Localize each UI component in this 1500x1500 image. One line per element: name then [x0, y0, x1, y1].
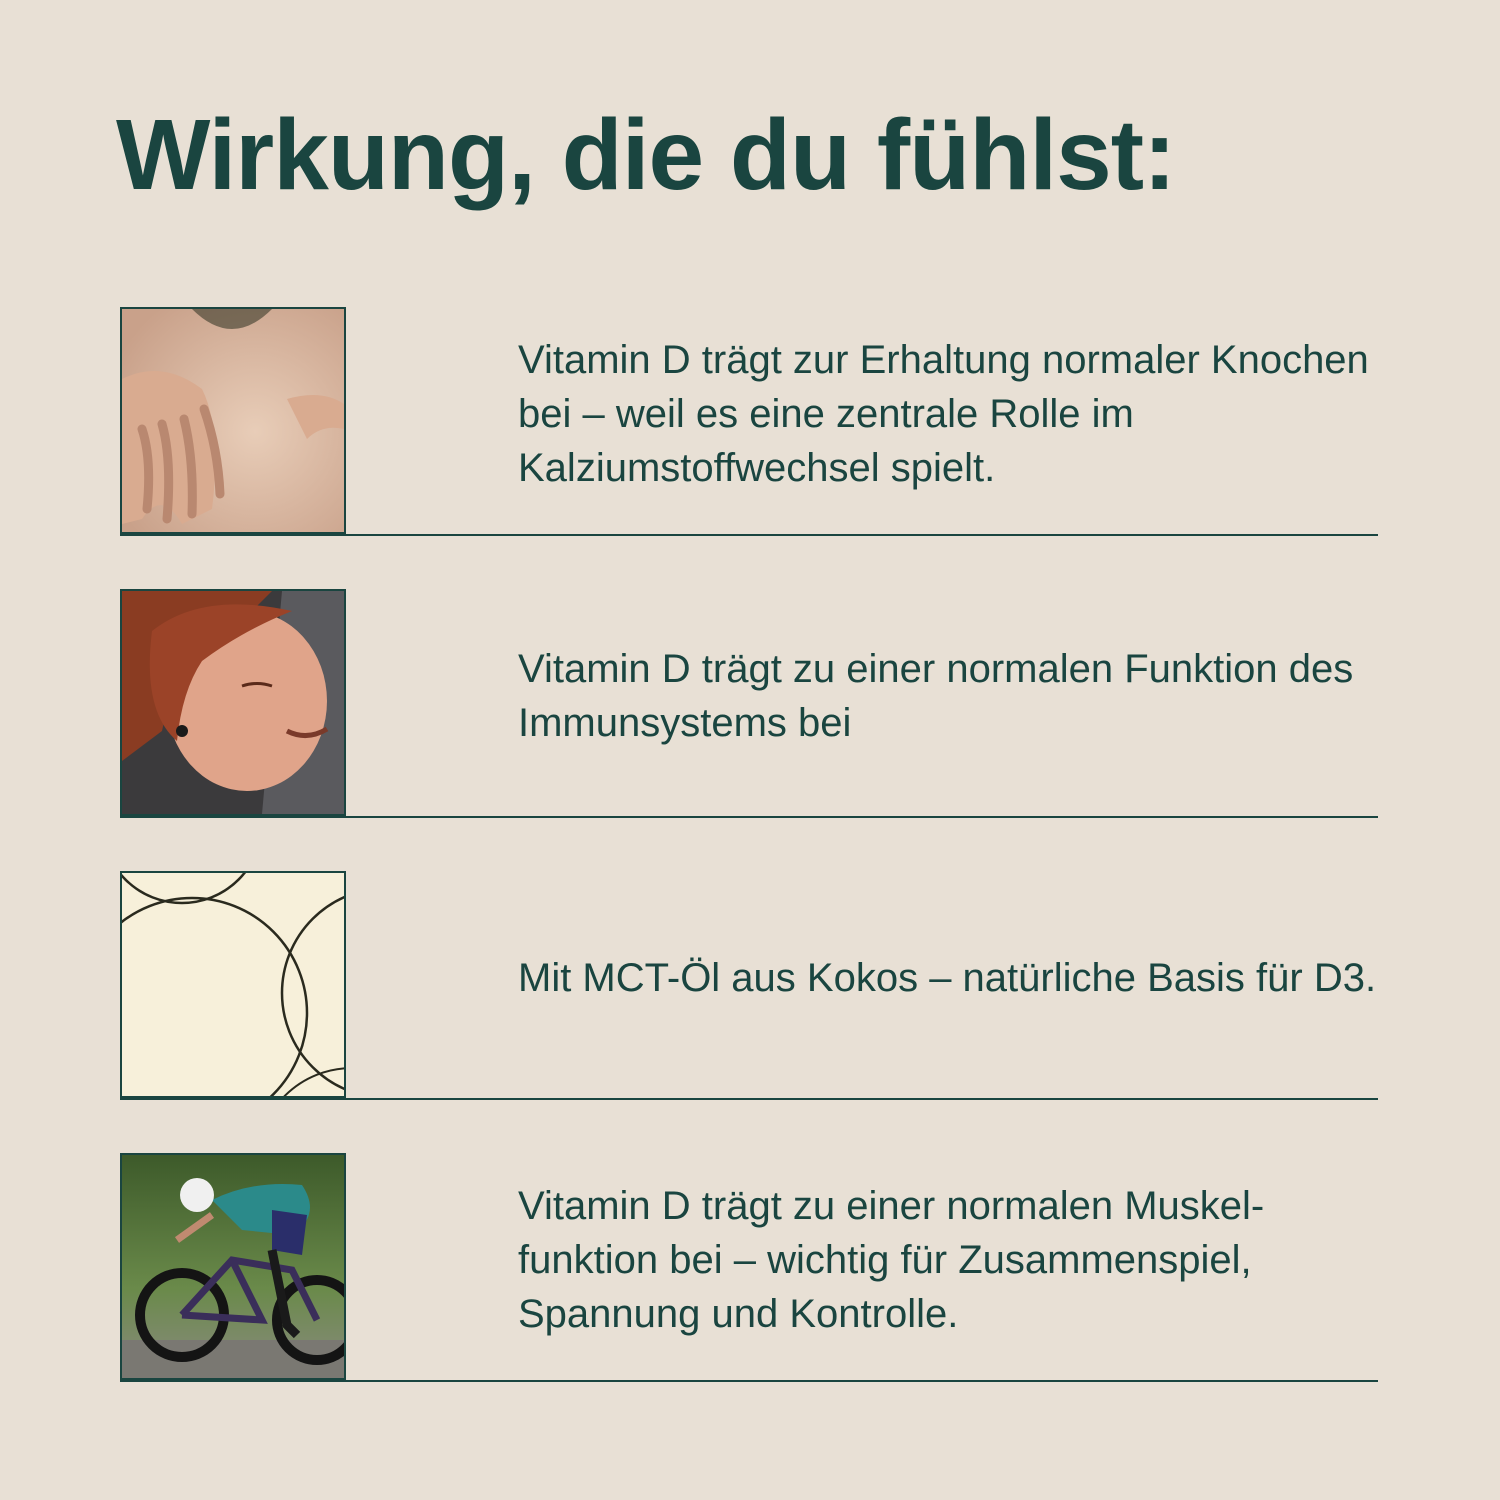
cyclist-photo [120, 1153, 346, 1380]
benefit-text: Mit MCT-Öl aus Kokos – natürliche Basis für D3. [518, 955, 1377, 1000]
massage-back-photo [120, 307, 346, 534]
benefit-text: Vitamin D trägt zu einer normalen Funktion des Immunsystems bei [518, 646, 1354, 745]
benefit-item-muscle [120, 1153, 1378, 1382]
smiling-woman-photo [120, 589, 346, 816]
benefit-text: Vitamin D trägt zu einer normalen Muskel-funktion bei – wichtig für Zusammenspiel, Spannung und Kontrolle. [518, 1183, 1265, 1336]
benefit-item-bones [120, 307, 1378, 536]
benefit-text: Vitamin D trägt zur Erhaltung normaler Knochen bei – weil es eine zentrale Rolle im Kalziumstoffwechsel spielt. [518, 337, 1369, 490]
page-title: Wirkung, die du fühlst: [116, 99, 1176, 211]
benefit-item-immune [120, 589, 1378, 818]
benefit-item-mct [120, 871, 1378, 1100]
oil-bubbles-photo [120, 871, 346, 1098]
